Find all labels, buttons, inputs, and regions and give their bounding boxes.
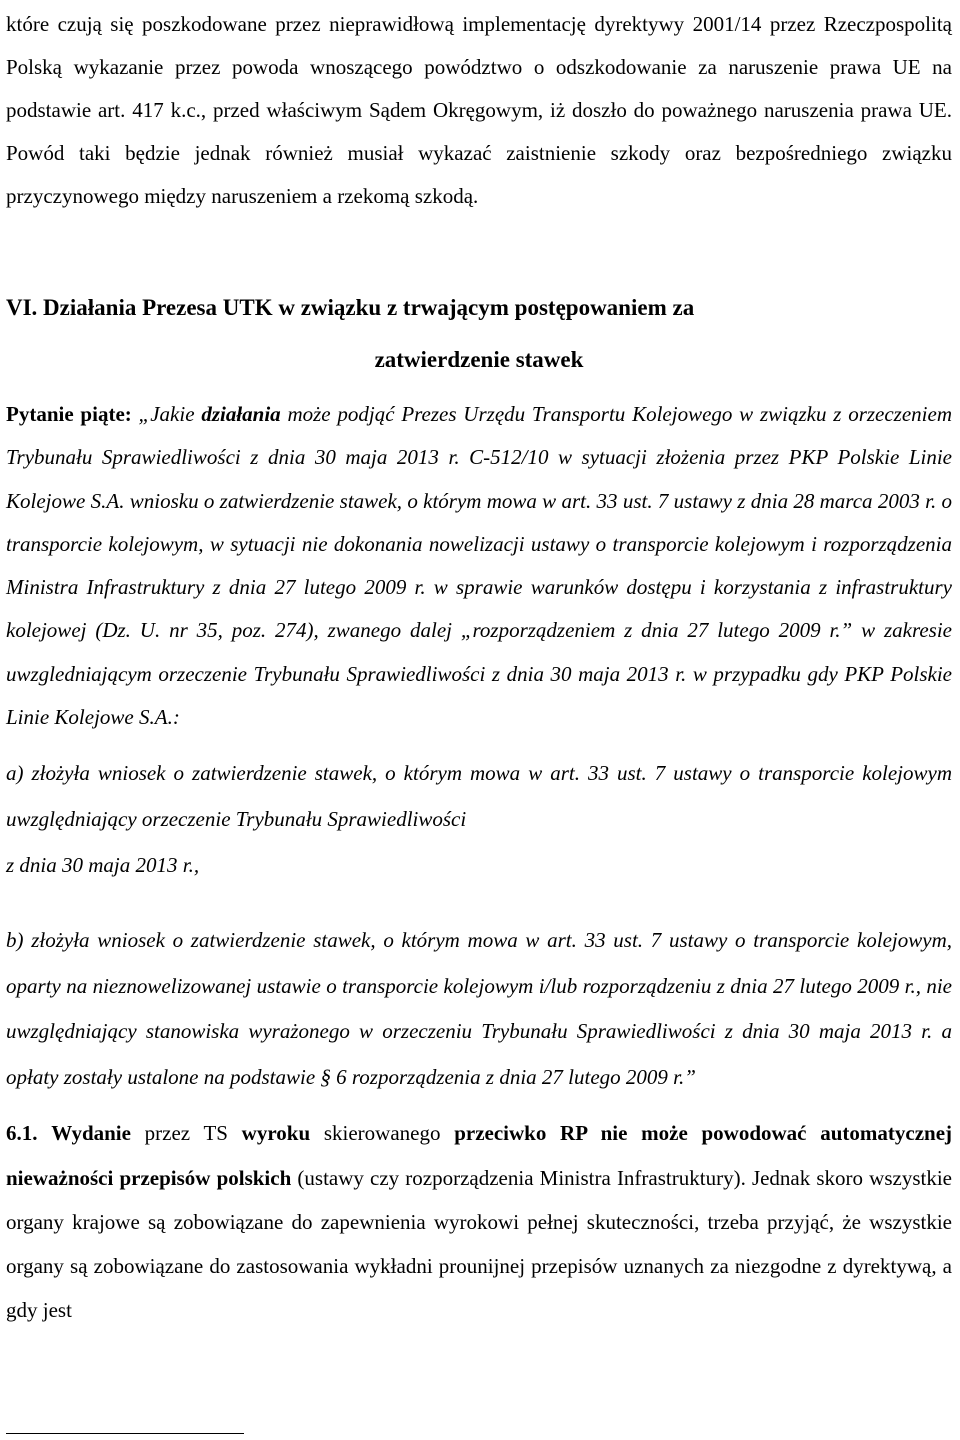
point-6-1-bold-3: przeciwko RP nie może powodować automatycznej nieważności przepisów polskich — [6, 1121, 953, 1190]
question-quote-open: „Jakie — [131, 402, 202, 426]
option-a-tail: z dnia 30 maja 2013 r., — [6, 853, 200, 878]
point-6-1-text-2: skierowanego — [310, 1121, 455, 1146]
point-6-1-paragraph — [6, 1111, 952, 1332]
option-a-paragraph — [6, 750, 952, 888]
question-label: Pytanie piąte: — [6, 402, 132, 426]
section-heading-vi — [6, 282, 952, 386]
option-a-text: a) złożyła wniosek o zatwierdzenie stawek, o którym mowa w art. 33 ust. 7 ustawy o transporcie kolejowym uwzględniający orzeczenie Trybunału Sprawiedliwości — [6, 761, 952, 832]
intro-paragraph: które czują się poszkodowane przez nieprawidłową implementację dyrektywy 2001/14 przez Rzeczpospolitą Polską wykazanie przez powoda wnoszącego powództwo o odszkodowanie za naruszenie prawa UE na podstawie art. 417 k.c., przed właściwym Sądem Okręgowym, iż doszło do poważnego naruszenia prawa UE. Powód taki będzie jednak również musiał wykazać zaistnienie szkody oraz bezpośredniego związku przyczynowego między naruszeniem a rzekomą szkodą. — [6, 12, 952, 208]
question-emphasis: działania — [201, 402, 281, 426]
point-6-1-bold-2: wyroku — [241, 1121, 311, 1146]
point-6-1-number: 6.1. — [6, 1121, 38, 1146]
option-b-paragraph: b) złożyła wniosek o zatwierdzenie stawek, o którym mowa w art. 33 ust. 7 ustawy o transporcie kolejowym, oparty na nieznowelizowanej ustawie o transporcie kolejowym i/lub rozporządzeniu z dnia 27 lutego 2009 r., nie uwzględniający stanowiska wyrażonego w orzeczeniu Trybunału Sprawiedliwości z dnia 30 maja 2013 r. a opłaty zostały ustalone na podstawie § 6 rozporządzenia z dnia 27 lutego 2009 r.” — [6, 928, 952, 1089]
section-heading-line-1: VI. Działania Prezesa UTK w związku z trwającym postępowaniem za — [6, 295, 695, 320]
point-6-1-text-1: przez TS — [130, 1121, 242, 1146]
point-6-1-text-3: (ustawy czy rozporządzenia Ministra Infrastruktury). Jednak skoro wszystkie organy krajowe są zobowiązane do zapewnienia wyrokowi pełnej skuteczności, trzeba przyjąć, że wszystkie organy są zobowiązane do zastosowania wykładni prounijnej przepisów uznanych za niezgodne z dyrektywą, a gdy jest — [6, 1165, 952, 1323]
question-text: może podjąć Prezes Urzędu Transportu Kolejowego w związku z orzeczeniem Trybunału Sprawiedliwości z dnia 30 maja 2013 r. C-512/10 w sytuacji złożenia przez PKP Polskie Linie Kolejowe S.A. wniosku o zatwierdzenie stawek, o którym mowa w art. 33 ust. 7 ustawy z dnia 28 marca 2003 r. o transporcie kolejowym, w sytuacji nie dokonania nowelizacji ustawy o transporcie kolejowym i rozporządzenia Ministra Infrastruktury z dnia 27 lutego 2009 r. w sprawie warunków dostępu i korzystania z infrastruktury kolejowej (Dz. U. nr 35, poz. 274), zwanego dalej „rozporządzeniem z dnia 27 lutego 2009 r.” w zakresie uwzgledniającym orzeczenie Trybunału Sprawiedliwości z dnia 30 maja 2013 r. w przypadku gdy PKP Polskie Linie Kolejowe S.A.: — [6, 402, 952, 730]
question-paragraph — [6, 393, 952, 739]
point-6-1-bold-1: Wydanie — [51, 1121, 131, 1146]
section-heading-line-2: zatwierdzenie stawek — [374, 347, 584, 372]
footnote-separator — [6, 1433, 244, 1434]
